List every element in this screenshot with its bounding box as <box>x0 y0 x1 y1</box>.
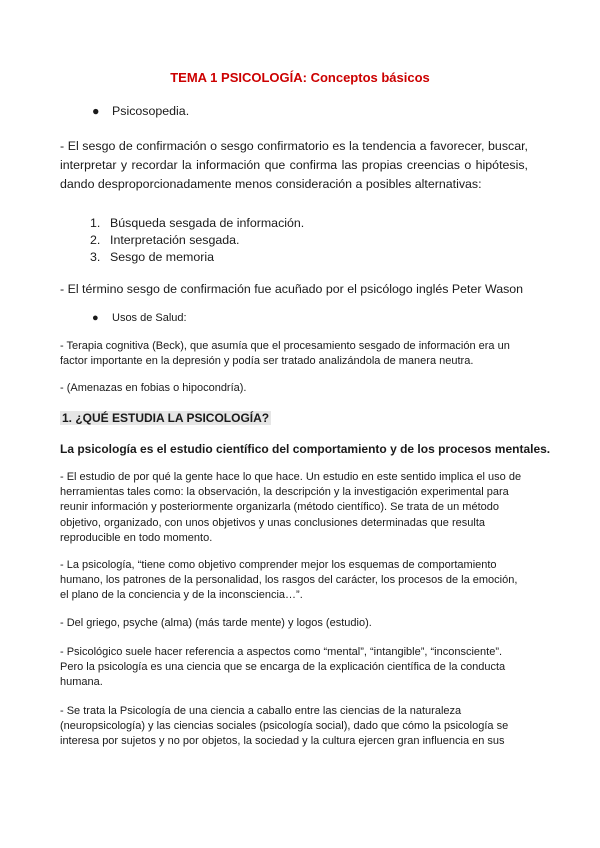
bullet-text: Psicosopedia. <box>112 104 190 118</box>
paragraph-wason: - El término sesgo de confirmación fue acuñado por el psicólogo inglés Peter Wason <box>60 282 524 296</box>
paragraph-amenazas: - (Amenazas en fobias o hipocondría). <box>60 382 247 394</box>
document-title: TEMA 1 PSICOLOGÍA: Conceptos básicos <box>170 70 430 85</box>
list-item: 1. Búsqueda sesgada de información. <box>90 216 305 230</box>
paragraph-beck: - Terapia cognitiva (Beck), que asumía que el procesamiento sesgado de información era un factor importante en la depresión y podía ser tratado analizándola de manera neutra. <box>60 340 510 368</box>
list-item: 2. Interpretación sesgada. <box>90 233 240 247</box>
bullet-usos-salud <box>92 312 187 324</box>
paragraph-griego: - Del griego, psyche (alma) (más tarde mente) y logos (estudio). <box>60 617 372 629</box>
paragraph-estudio: - El estudio de por qué la gente hace lo que hace. Un estudio en este sentido implica el uso de herramientas tales como: la observación, la descripción y la investigación experimental para reunir información y posteriormente organizarla (método científico). Se trata de un método objetivo, organizado, con unos objetivos y unas conclusiones determinadas que resulta reproducible en todo momento. <box>60 471 522 544</box>
bullet-text: Usos de Salud: <box>112 312 187 324</box>
paragraph-objetivo: - La psicología, “tiene como objetivo comprender mejor los esquemas de comportamiento humano, los patrones de la personalidad, los rasgos del carácter, los procesos de la emoción, el plano de la conciencia y de la inconsciencia…”. <box>60 559 518 602</box>
list-item: 3. Sesgo de memoria <box>90 250 214 264</box>
bullet-icon: ● <box>92 104 100 118</box>
section-heading: 1. ¿QUÉ ESTUDIA LA PSICOLOGÍA? <box>62 411 270 425</box>
paragraph-sesgo: - El sesgo de confirmación o sesgo confirmatorio es la tendencia a favorecer, buscar, interpretar y recordar la información que confirma las propias creencias o hipótesis, dando desproporcionadamente menos consideración a posibles alternativas: <box>60 139 528 191</box>
bullet-icon: ● <box>92 312 99 324</box>
paragraph-caballo: - Se trata la Psicología de una ciencia a caballo entre las ciencias de la naturaleza (neuropsicología) y las ciencias sociales (psicología social), dado que cómo la psicología se interesa por sujetos y no por objetos, la sociedad y la cultura ejercen gran influencia en sus <box>60 705 509 748</box>
paragraph-mental: - Psicológico suele hacer referencia a aspectos como “mental”, “intangible”, “inconsciente”. Pero la psicología es una ciencia que se encarga de la explicación científica de la conducta humana. <box>60 646 506 689</box>
sub-heading: La psicología es el estudio científico del comportamiento y de los procesos mentales. <box>60 442 551 456</box>
numbered-list <box>90 215 304 266</box>
bullet-psicosopedia <box>92 104 189 118</box>
